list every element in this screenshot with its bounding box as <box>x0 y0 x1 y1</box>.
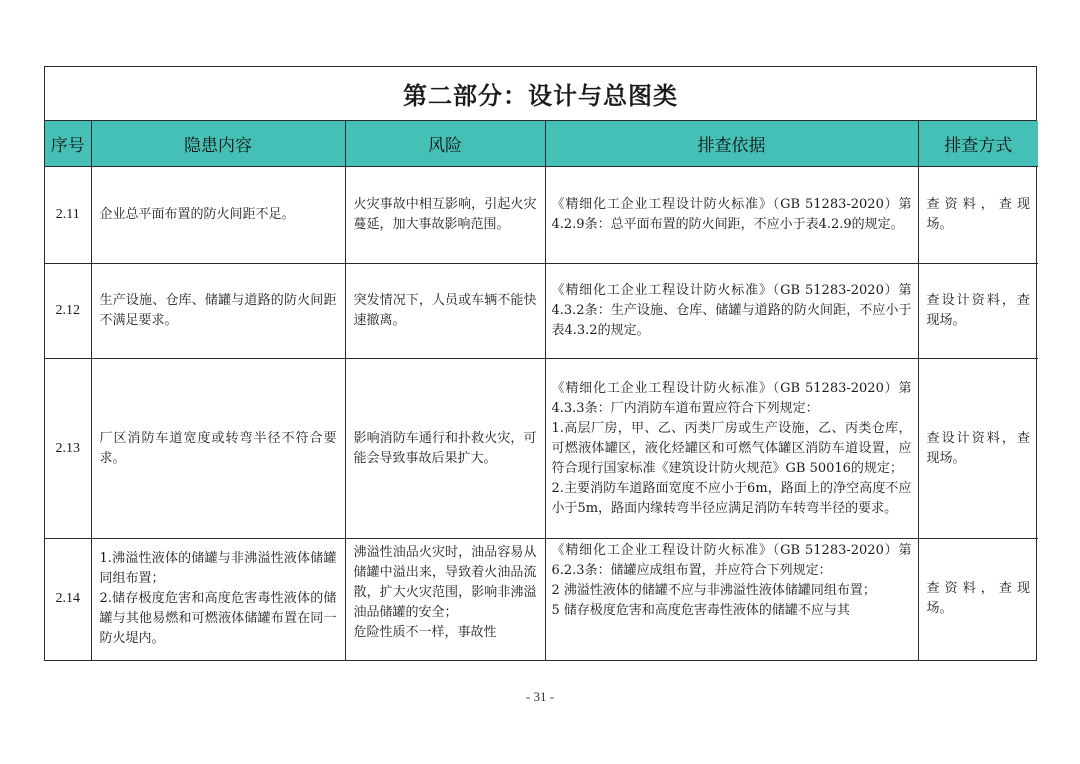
row-risk: 突发情况下，人员或车辆不能快速撤离。 <box>345 264 545 359</box>
row-method: 查设计资料，查现场。 <box>918 359 1038 539</box>
hazard-checklist-table <box>44 66 1037 661</box>
table-row <box>45 167 1038 264</box>
row-risk: 影响消防车通行和扑救火灾，可能会导致事故后果扩大。 <box>345 359 545 539</box>
row-basis: 《精细化工企业工程设计防火标准》（GB 51283-2020）第4.2.9条：总平面布置的防火间距，不应小于表4.2.9的规定。 <box>545 167 918 264</box>
row-risk: 火灾事故中相互影响，引起火灾蔓延，加大事故影响范围。 <box>345 167 545 264</box>
table-row <box>45 359 1038 539</box>
header-basis: 排查依据 <box>545 121 918 167</box>
row-method: 查设计资料，查现场。 <box>918 264 1038 359</box>
section-title: 第二部分：设计与总图类 <box>45 67 1036 121</box>
row-index: 2.11 <box>45 167 91 264</box>
row-basis: 《精细化工企业工程设计防火标准》（GB 51283-2020）第4.3.3条：厂内消防车道布置应符合下列规定： 1.高层厂房，甲、乙、丙类厂房或生产设施，乙、丙类仓库，可燃液体罐区，液化烃罐区和可燃气体罐区消防车道设置，应符合现行国家标准《建筑设计防火规范》GB 50016的规定； 2.主要消防车道路面宽度不应小于6m，路面上的净空高度不应小于5m，路面内缘转弯半径应满足消防车转弯半径的要求。 <box>545 359 918 539</box>
row-hazard: 厂区消防车道宽度或转弯半径不符合要求。 <box>91 359 345 539</box>
row-index: 2.13 <box>45 359 91 539</box>
header-hazard: 隐患内容 <box>91 121 345 167</box>
checklist-grid <box>45 121 1038 660</box>
page-number: - 31 - <box>525 689 555 704</box>
row-hazard: 企业总平面布置的防火间距不足。 <box>91 167 345 264</box>
header-row <box>45 121 1038 167</box>
row-index: 2.12 <box>45 264 91 359</box>
row-hazard: 1.沸溢性液体的储罐与非沸溢性液体储罐同组布置； 2.储存极度危害和高度危害毒性液体的储罐与其他易燃和可燃液体储罐布置在同一防火堤内。 <box>91 539 345 660</box>
row-basis: 《精细化工企业工程设计防火标准》（GB 51283-2020）第4.3.2条：生产设施、仓库、储罐与道路的防火间距，不应小于表4.3.2的规定。 <box>545 264 918 359</box>
header-index: 序号 <box>45 121 91 167</box>
row-risk: 沸溢性油品火灾时，油品容易从储罐中溢出来，导致着火油品流散，扩大火灾范围，影响非沸溢油品储罐的安全； 危险性质不一样，事故性 <box>345 539 545 660</box>
row-method: 查资料，查现场。 <box>926 581 1030 617</box>
row-basis: 《精细化工企业工程设计防火标准》（GB 51283-2020）第6.2.3条：储罐应成组布置，并应符合下列规定： 2 沸溢性液体的储罐不应与非沸溢性液体储罐同组布置； 5 储存极度危害和高度危害毒性液体的储罐不应与其 <box>545 539 918 660</box>
header-method: 排查方式 <box>918 121 1038 167</box>
table-row <box>45 264 1038 359</box>
table-row <box>45 539 1038 660</box>
header-risk: 风险 <box>345 121 545 167</box>
row-method: 查资料，查现场。 <box>918 167 1038 264</box>
row-hazard: 生产设施、仓库、储罐与道路的防火间距不满足要求。 <box>91 264 345 359</box>
row-index: 2.14 <box>45 539 91 660</box>
